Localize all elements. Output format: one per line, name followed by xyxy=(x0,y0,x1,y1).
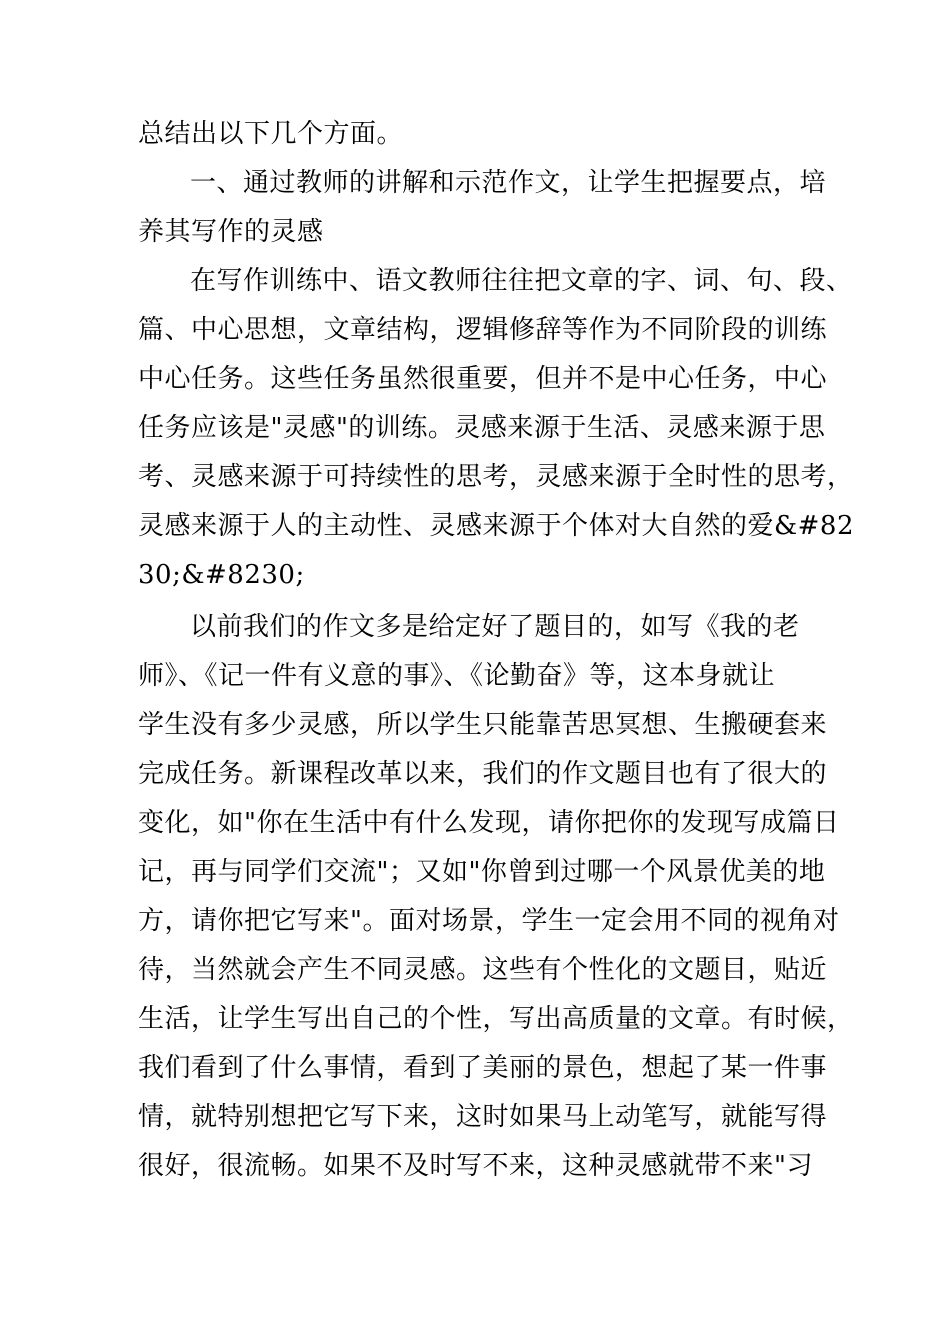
text-line: 我们看到了什么事情，看到了美丽的景色，想起了某一件事 xyxy=(138,1053,828,1083)
text-line: 很好，很流畅。如果不及时写不来，这种灵感就带不来"习 xyxy=(138,1151,813,1181)
text-line: 待，当然就会产生不同灵感。这些有个性化的文题目，贴近 xyxy=(138,955,828,985)
text-line: 师》、《记一件有义意的事》、《论勤奋》等，这本身就让 xyxy=(138,661,776,691)
text-line: 方，请你把它写来"。面对场景，学生一定会用不同的视角对 xyxy=(138,906,840,936)
text-line: 30;&#8230; xyxy=(138,560,305,590)
text-line: 记，再与同学们交流"；又如"你曾到过哪一个风景优美的地 xyxy=(138,857,826,887)
text-line: 情，就特别想把它写下来，这时如果马上动笔写，就能写得 xyxy=(138,1102,828,1132)
text-line: 考、灵感来源于可持续性的思考，灵感来源于全时性的思考， xyxy=(138,462,854,492)
text-line: 在写作训练中、语文教师往往把文章的字、词、句、段、 xyxy=(190,266,853,296)
text-line: 中心任务。这些任务虽然很重要，但并不是中心任务，中心 xyxy=(138,364,828,394)
text-line: 灵感来源于人的主动性、灵感来源于个体对大自然的爱&#82 xyxy=(138,511,855,541)
text-line: 篇、中心思想，文章结构，逻辑修辞等作为不同阶段的训练 xyxy=(138,315,828,345)
text-line: 学生没有多少灵感，所以学生只能靠苦思冥想、生搬硬套来 xyxy=(138,710,828,740)
text-line: 生活，让学生写出自己的个性，写出高质量的文章。有时候， xyxy=(138,1004,854,1034)
text-line: 总结出以下几个方面。 xyxy=(138,119,404,149)
text-line: 以前我们的作文多是给定好了题目的，如写《我的老 xyxy=(190,612,800,642)
text-line: 完成任务。新课程改革以来，我们的作文题目也有了很大的 xyxy=(138,759,828,789)
section-heading-line: 养其写作的灵感 xyxy=(138,217,324,247)
section-heading-line: 一、通过教师的讲解和示范作文，让学生把握要点，培 xyxy=(190,168,827,198)
text-line: 变化，如"你在生活中有什么发现，请你把你的发现写成篇日 xyxy=(138,808,840,838)
text-line: 任务应该是"灵感"的训练。灵感来源于生活、灵感来源于思 xyxy=(138,413,826,443)
